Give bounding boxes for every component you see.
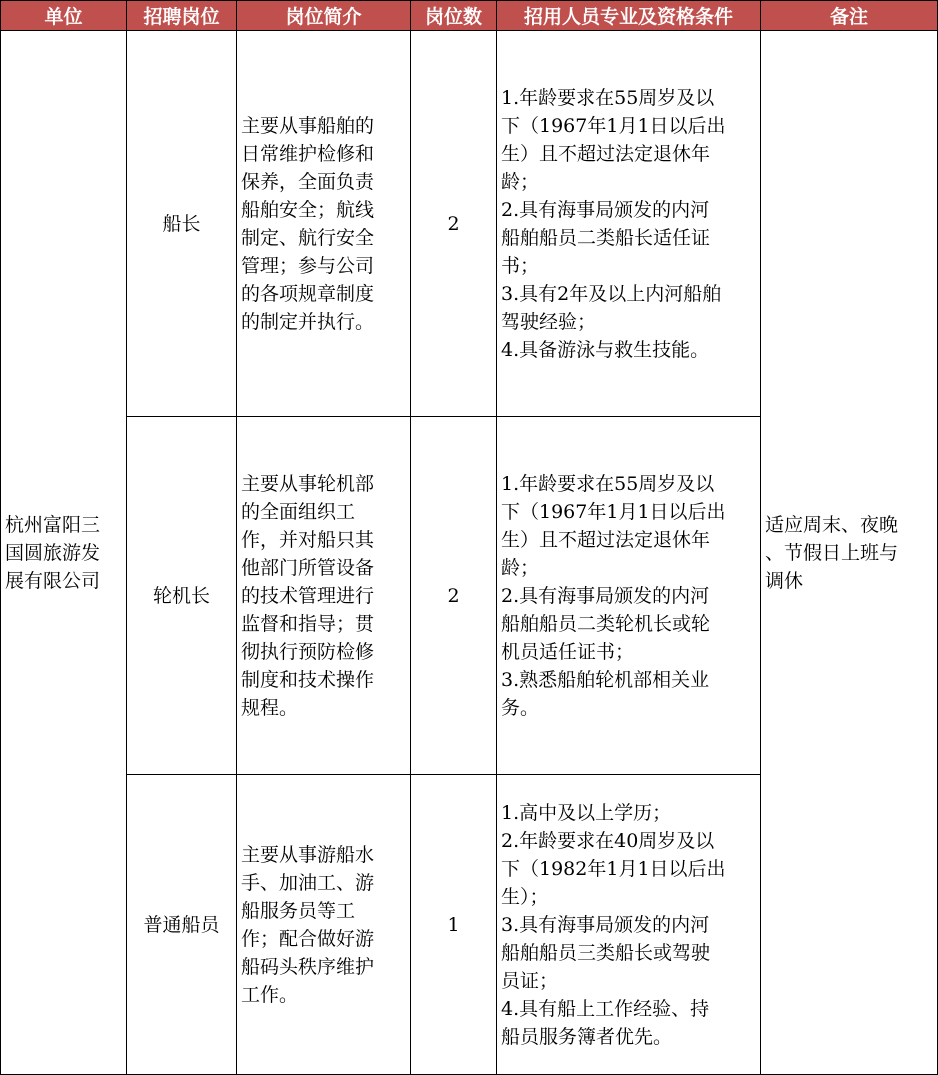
header-requirements: 招用人员专业及资格条件 (497, 1, 761, 31)
requirements-cell (497, 775, 761, 1075)
requirement-line: 1.年龄要求在55周岁及以 (501, 86, 715, 109)
requirement-line: 2.年龄要求在40周岁及以 (501, 829, 715, 852)
requirement-line: 船舶船员二类轮机长或轮 (501, 612, 711, 635)
count-cell: 2 (411, 31, 497, 417)
intro-line: 管理；参与公司 (241, 254, 375, 277)
requirement-line: 船舶船员二类船长适任证 (501, 226, 711, 249)
header-count: 岗位数 (411, 1, 497, 31)
requirement-line: 3.具有海事局颁发的内河 (501, 913, 710, 936)
requirement-line: 2.具有海事局颁发的内河 (501, 198, 710, 221)
requirement-line: 生）； (501, 885, 549, 908)
intro-line: 他部门所管设备 (241, 556, 375, 579)
requirement-line: 驾驶经验； (501, 310, 597, 333)
intro-line: 监督和指导；贯 (241, 612, 375, 635)
note-cell (761, 31, 938, 1075)
requirement-line: 龄； (501, 170, 540, 193)
position-cell: 轮机长 (127, 417, 237, 775)
requirements-cell (497, 417, 761, 775)
unit-line: 国圆旅游发 (5, 541, 101, 564)
intro-line: 主要从事游船水 (241, 843, 375, 866)
note-line: 适应周末、夜晚 (765, 513, 899, 536)
intro-line: 规程。 (241, 696, 299, 719)
requirement-line: 下（1982年1月1日以后出 (501, 857, 726, 880)
intro-line: 船码头秩序维护 (241, 955, 375, 978)
intro-line: 制定、航行安全 (241, 226, 375, 249)
intro-line: 制度和技术操作 (241, 668, 375, 691)
requirement-line: 务。 (501, 696, 540, 719)
requirement-line: 1.年龄要求在55周岁及以 (501, 472, 715, 495)
requirements-cell (497, 31, 761, 417)
unit-line: 杭州富阳三 (5, 513, 101, 536)
unit-cell (1, 31, 127, 1075)
intro-cell (237, 775, 411, 1075)
intro-line: 的各项规章制度 (241, 282, 375, 305)
intro-line: 作；配合做好游 (241, 927, 375, 950)
intro-line: 船舶安全；航线 (241, 198, 375, 221)
requirement-line: 1.高中及以上学历； (501, 801, 672, 824)
header-note: 备注 (761, 1, 938, 31)
requirement-line: 机员适任证书； (501, 640, 635, 663)
requirement-line: 龄； (501, 556, 540, 579)
requirement-line: 下（1967年1月1日以后出 (501, 500, 726, 523)
count-cell: 2 (411, 417, 497, 775)
requirement-line: 生）且不超过法定退休年 (501, 142, 711, 165)
intro-line: 船服务员等工 (241, 899, 356, 922)
requirement-line: 生）且不超过法定退休年 (501, 528, 711, 551)
note-line: 调休 (765, 569, 804, 592)
count-cell: 1 (411, 775, 497, 1075)
intro-cell (237, 31, 411, 417)
requirement-line: 船舶船员三类船长或驾驶 (501, 941, 711, 964)
intro-line: 工作。 (241, 983, 299, 1006)
intro-line: 的全面组织工 (241, 500, 356, 523)
intro-line: 主要从事船舶的 (241, 114, 375, 137)
intro-line: 作，并对船只其 (241, 528, 375, 551)
intro-line: 保养，全面负责 (241, 170, 375, 193)
header-unit: 单位 (1, 1, 127, 31)
intro-line: 彻执行预防检修 (241, 640, 375, 663)
requirement-line: 4.具有船上工作经验、持 (501, 997, 710, 1020)
table-row (1, 31, 938, 417)
header-row (1, 1, 938, 31)
intro-line: 的制定并执行。 (241, 310, 375, 333)
header-position: 招聘岗位 (127, 1, 237, 31)
intro-line: 手、加油工、游 (241, 871, 375, 894)
requirement-line: 4.具备游泳与救生技能。 (501, 338, 710, 361)
requirement-line: 3.具有2年及以上内河船舶 (501, 282, 722, 305)
requirement-line: 书； (501, 254, 540, 277)
header-intro: 岗位简介 (237, 1, 411, 31)
note-line: 、节假日上班与 (765, 541, 899, 564)
requirement-line: 2.具有海事局颁发的内河 (501, 584, 710, 607)
requirement-line: 员证； (501, 969, 559, 992)
intro-cell (237, 417, 411, 775)
intro-line: 日常维护检修和 (241, 142, 375, 165)
position-cell: 普通船员 (127, 775, 237, 1075)
requirement-line: 船员服务簿者优先。 (501, 1025, 673, 1048)
requirement-line: 下（1967年1月1日以后出 (501, 114, 726, 137)
requirement-line: 3.熟悉船舶轮机部相关业 (501, 668, 710, 691)
position-cell: 船长 (127, 31, 237, 417)
unit-line: 展有限公司 (5, 569, 101, 592)
intro-line: 主要从事轮机部 (241, 472, 375, 495)
intro-line: 的技术管理进行 (241, 584, 375, 607)
